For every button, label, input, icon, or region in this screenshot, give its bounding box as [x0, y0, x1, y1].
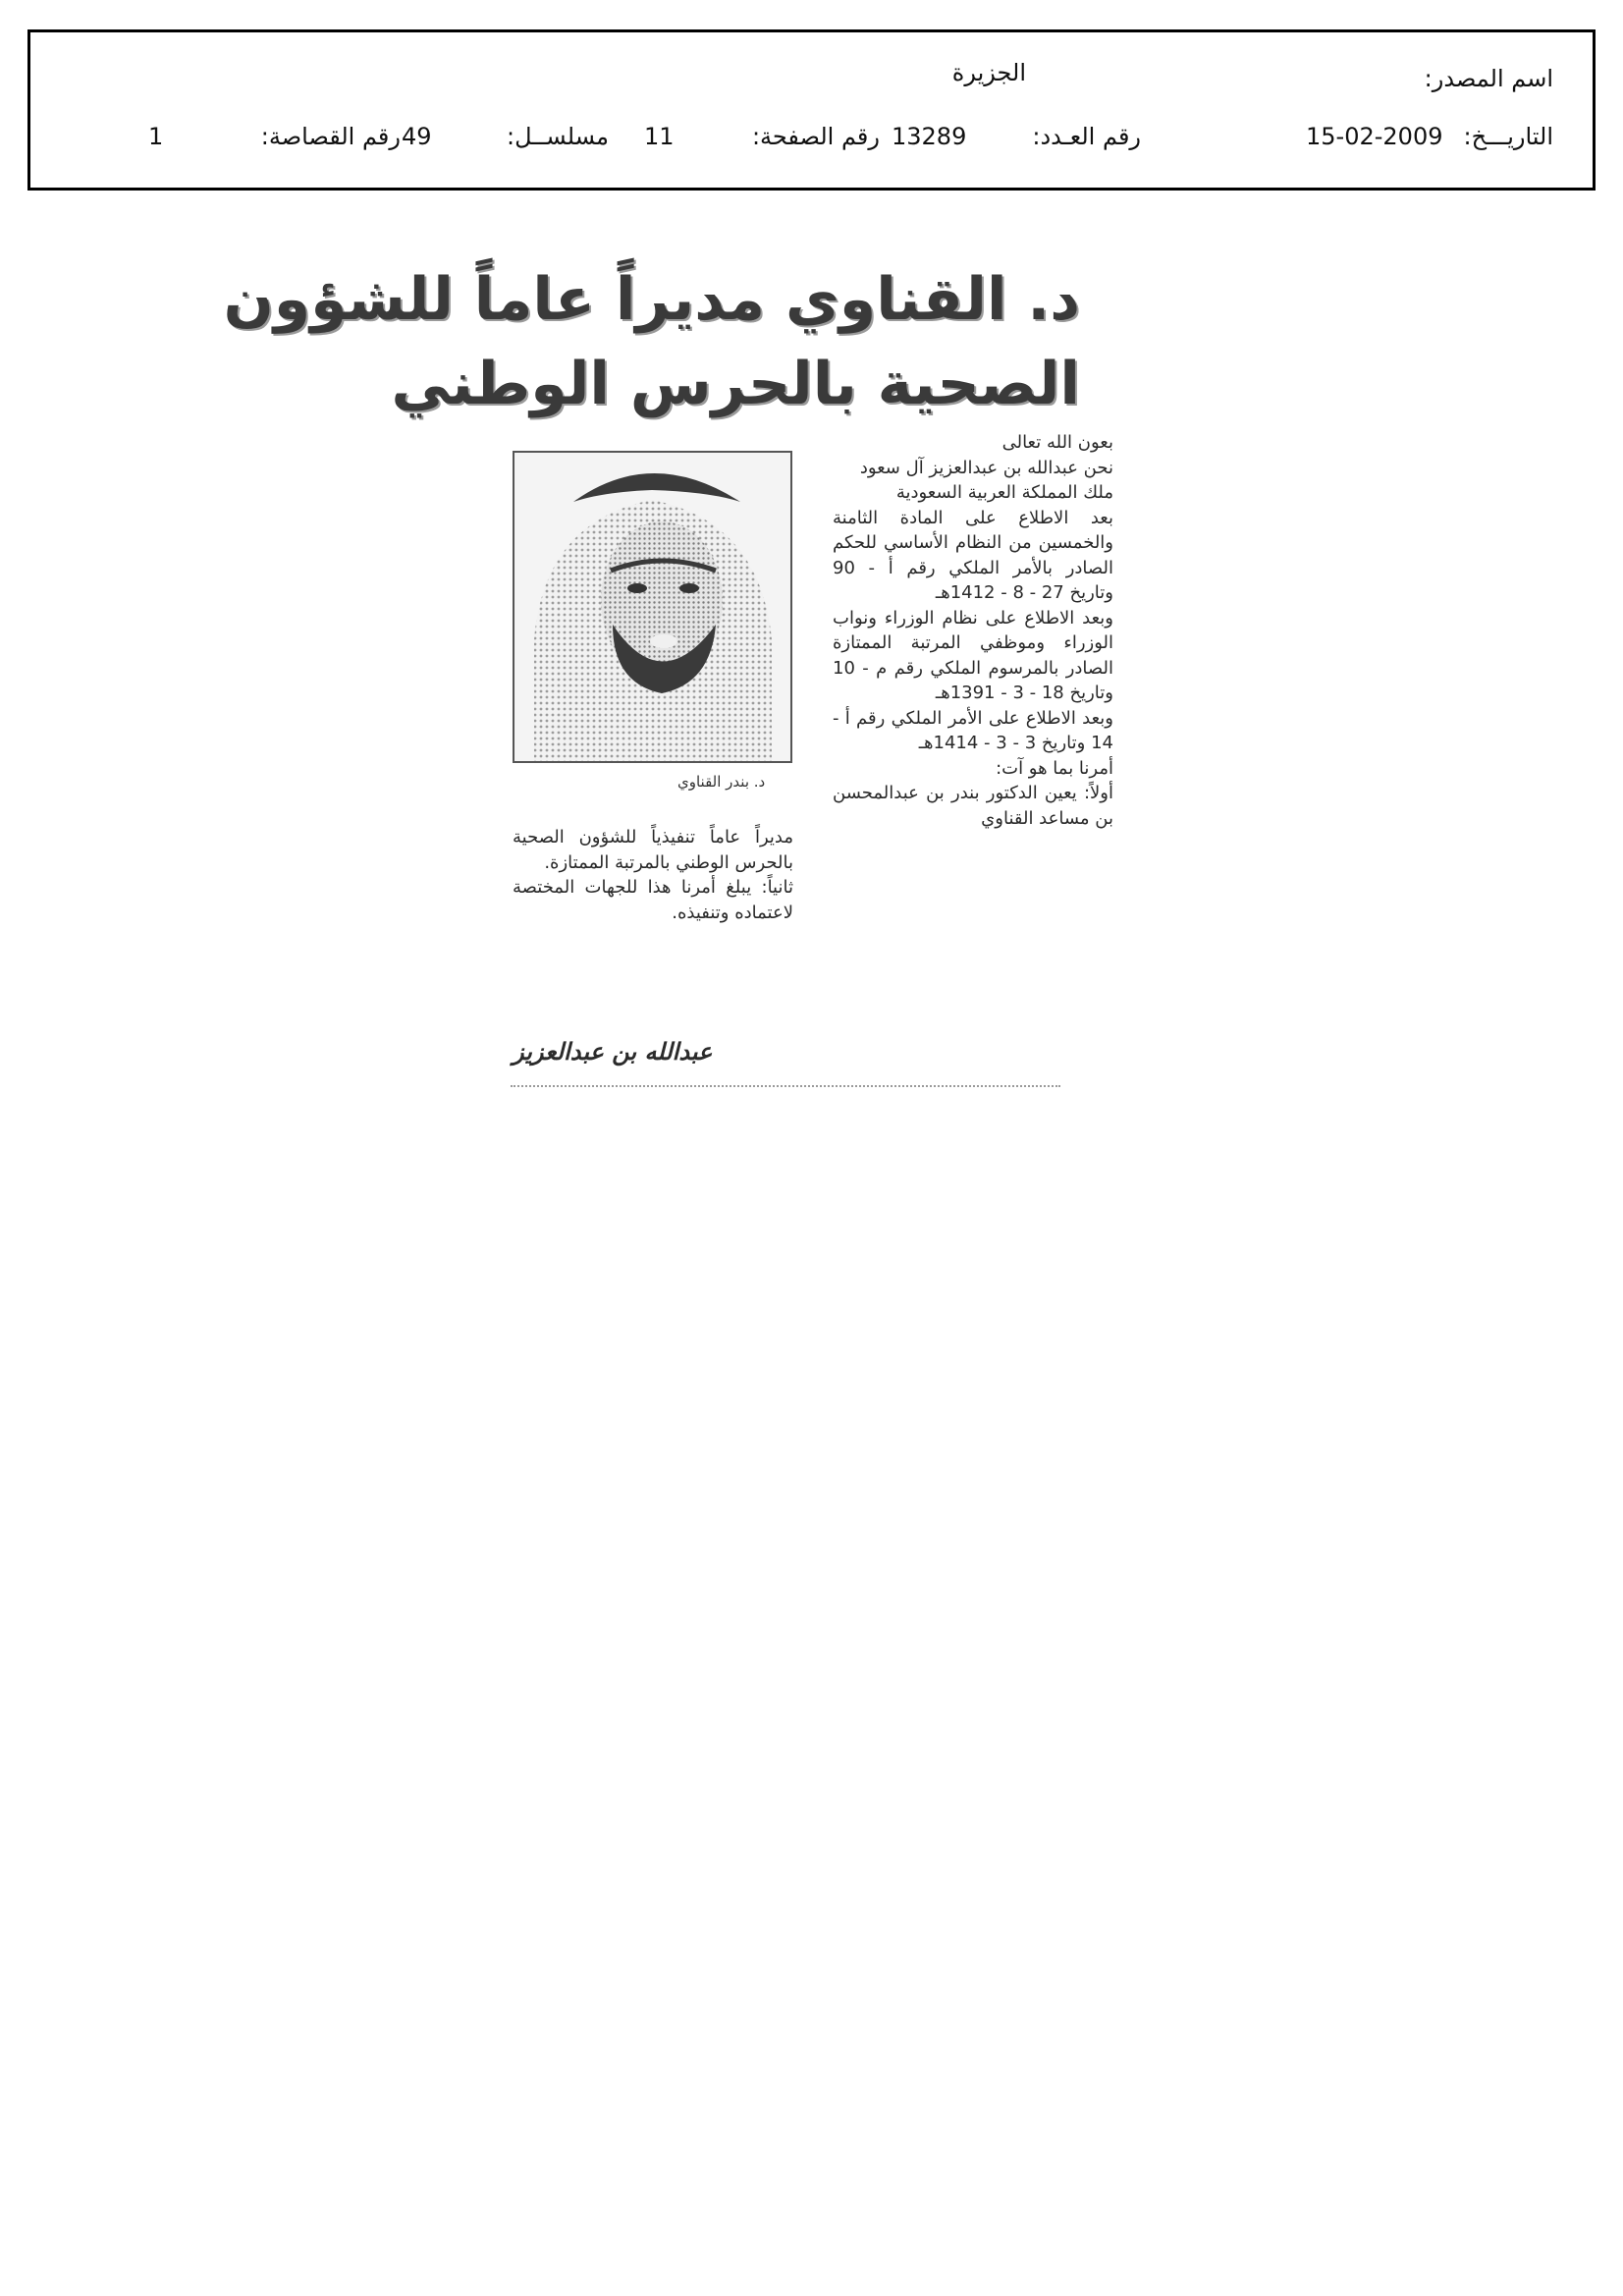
decree-king-title: ملك المملكة العربية السعودية — [895, 482, 1113, 503]
date-value: 15-02-2009 — [1306, 123, 1443, 150]
photo-caption: د. بندر القناوي — [677, 773, 766, 791]
decree-order-intro: أمرنا بما هو آت: — [996, 757, 1113, 779]
serial-value: 49 — [402, 123, 432, 150]
page-label: رقم الصفحة: — [751, 123, 880, 150]
date-label: التاريـــخ: — [1463, 123, 1553, 150]
article-right-column — [833, 430, 1113, 831]
decree-opening: بعون الله تعالى — [1001, 432, 1113, 453]
headline-line-1: د. القناوي مديراً عاماً للشؤون — [223, 265, 1080, 334]
clipping-header-box — [27, 29, 1596, 191]
serial-label: مسلســل: — [507, 123, 609, 150]
clipping-label: رقم القصاصة: — [260, 123, 401, 150]
decree-article-2: ثانياً: يبلغ أمرنا هذا للجهات المختصة لاعتماده وتنفيذه. — [513, 877, 793, 923]
signature: عبدالله بن عبدالعزيز — [513, 1038, 713, 1066]
portrait-photo — [513, 451, 792, 763]
portrait-illustration — [514, 453, 790, 761]
clipping-value: 1 — [148, 123, 164, 150]
issue-label: رقم العـدد: — [1032, 123, 1141, 150]
decree-article-1: أولاً: يعين الدكتور بندر بن عبدالمحسن بن مساعد القناوي — [833, 783, 1113, 829]
decree-king-name: نحن عبدالله بن عبدالعزيز آل سعود — [859, 457, 1113, 478]
page-value: 11 — [644, 123, 675, 150]
source-label: اسم المصدر: — [1424, 65, 1553, 92]
decree-preamble-1: بعد الاطلاع على المادة الثامنة والخمسين من النظام الأساسي للحكم الصادر بالأمر الملكي رقم أ - 90 وتاريخ 27 - 8 - 1412هـ — [833, 507, 1113, 603]
issue-value: 13289 — [892, 123, 967, 150]
decree-preamble-2: وبعد الاطلاع على نظام الوزراء ونواب الوزراء وموظفي المرتبة الممتازة الصادر بالمرسوم الملكي رقم م - 10 وتاريخ 18 - 3 - 1391هـ — [833, 607, 1113, 703]
decree-preamble-3: وبعد الاطلاع على الأمر الملكي رقم أ - 14 وتاريخ 3 - 3 - 1414هـ — [833, 707, 1113, 753]
headline-line-2: الصحية بالحرس الوطني — [391, 350, 1080, 418]
article-left-column — [513, 825, 793, 925]
decree-article-1-continued: مديراً عاماً تنفيذياً للشؤون الصحية بالحرس الوطني بالمرتبة الممتازة. — [513, 827, 793, 873]
source-value: الجزيرة — [951, 59, 1026, 86]
clipping-bottom-edge — [511, 1085, 1060, 1089]
